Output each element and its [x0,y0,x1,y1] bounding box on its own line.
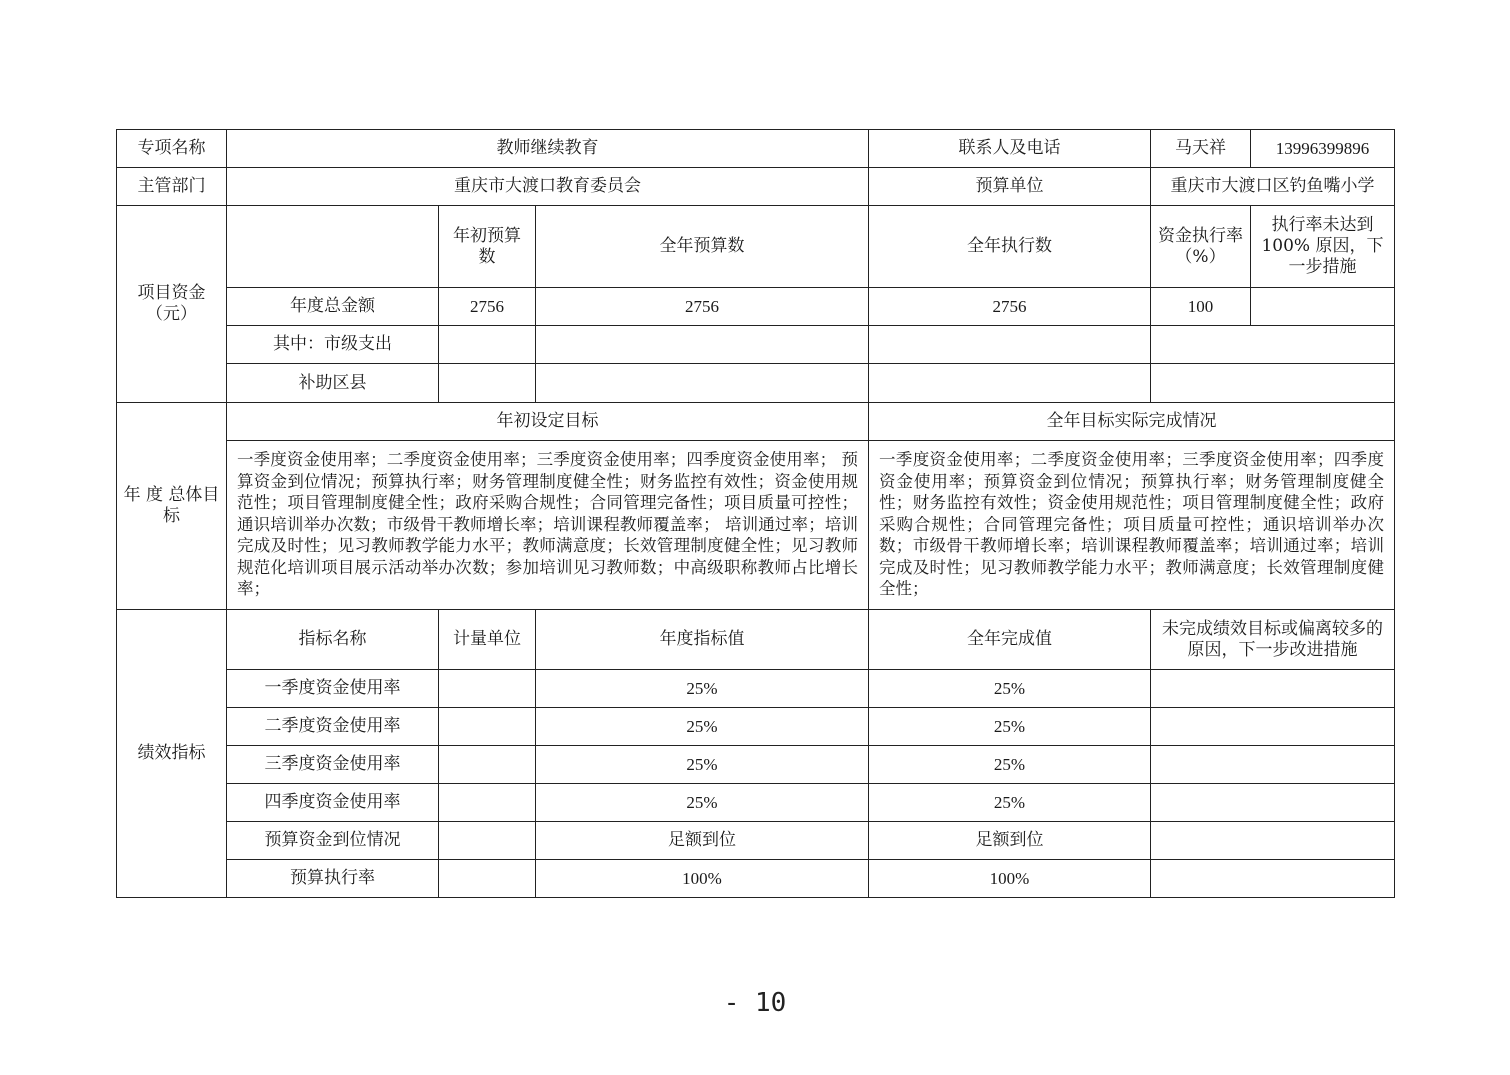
ind-target: 100% [536,860,869,898]
contact-label: 联系人及电话 [869,130,1151,168]
indicator-row [117,860,1395,898]
goals-header-row [117,403,1395,441]
ind-actual: 25% [869,708,1151,746]
ind-actual: 100% [869,860,1151,898]
performance-table [116,129,1395,898]
funds-full-exec [869,326,1151,364]
ind-name: 一季度资金使用率 [227,670,439,708]
funds-header-row [117,206,1395,288]
department-row [117,168,1395,206]
goals-actual-header: 全年目标实际完成情况 [869,403,1395,441]
ind-name: 三季度资金使用率 [227,746,439,784]
ind-unit [439,670,536,708]
funds-reason [1251,288,1395,326]
budget-unit-label: 预算单位 [869,168,1151,206]
ind-reason [1151,708,1395,746]
indicator-row [117,746,1395,784]
funds-row-label: 年度总金额 [227,288,439,326]
funds-row-subsidy [117,364,1395,403]
goals-label: 年 度 总体目标 [117,403,227,610]
indicator-row [117,670,1395,708]
funds-col-rate: 资金执行率（%） [1151,206,1251,288]
ind-name: 四季度资金使用率 [227,784,439,822]
project-name-row [117,130,1395,168]
funds-col-reason: 执行率未达到100% 原因，下一步措施 [1251,206,1395,288]
funds-initial [439,364,536,403]
goals-actual-text: 一季度资金使用率；二季度资金使用率；三季度资金使用率；四季度资金使用率；预算资金到位情况；预算执行率；财务管理制度健全性；财务监控有效性；资金使用规范性；项目管理制度健全性；政府采购合规性；合同管理完备性；项目质量可控性；通识培训举办次数；市级骨干教师增长率；培训课程教师覆盖率；培训通过率；培训完成及时性；见习教师教学能力水平；教师满意度；长效管理制度健全性； [869,441,1395,610]
indicator-row [117,784,1395,822]
ind-col-actual: 全年完成值 [869,610,1151,670]
funds-col-full-exec: 全年执行数 [869,206,1151,288]
budget-unit-value: 重庆市大渡口区钓鱼嘴小学 [1151,168,1395,206]
goals-initial-header: 年初设定目标 [227,403,869,441]
ind-name: 二季度资金使用率 [227,708,439,746]
funds-full-exec [869,364,1151,403]
ind-target: 足额到位 [536,822,869,860]
ind-reason [1151,670,1395,708]
funds-full-budget [536,364,869,403]
funds-full-budget [536,326,869,364]
ind-actual: 足额到位 [869,822,1151,860]
ind-col-unit: 计量单位 [439,610,536,670]
ind-col-reason: 未完成绩效目标或偏离较多的原因，下一步改进措施 [1151,610,1395,670]
ind-reason [1151,822,1395,860]
ind-reason [1151,746,1395,784]
funds-header-blank [227,206,439,288]
funds-col-initial: 年初预算数 [439,206,536,288]
ind-reason [1151,784,1395,822]
ind-name: 预算执行率 [227,860,439,898]
indicators-label: 绩效指标 [117,610,227,898]
goals-text-row [117,441,1395,610]
funds-initial: 2756 [439,288,536,326]
ind-target: 25% [536,746,869,784]
funds-row-total [117,288,1395,326]
funds-rate-reason [1151,364,1395,403]
ind-unit [439,784,536,822]
ind-col-target: 年度指标值 [536,610,869,670]
page-number: - 10 [723,988,787,1018]
funds-row-city [117,326,1395,364]
ind-unit [439,822,536,860]
contact-name: 马天祥 [1151,130,1251,168]
indicator-row [117,822,1395,860]
funds-full-budget: 2756 [536,288,869,326]
ind-unit [439,746,536,784]
goals-initial-text: 一季度资金使用率；二季度资金使用率；三季度资金使用率；四季度资金使用率； 预算资金到位情况；预算执行率；财务管理制度健全性；财务监控有效性；资金使用规范性；项目管理制度健全性；政府采购合规性；合同管理完备性；项目质量可控性；通识培训举办次数；市级骨干教师增长率；培训课程教师覆盖率； 培训通过率；培训完成及时性；见习教师教学能力水平；教师满意度；长效管理制度健全性；见习教师规范化培训项目展示活动举办次数；参加培训见习教师数；中高级职称教师占比增长率； [227,441,869,610]
funds-row-label: 其中：市级支出 [227,326,439,364]
indicators-header-row [117,610,1395,670]
dept-value: 重庆市大渡口教育委员会 [227,168,869,206]
project-name-value: 教师继续教育 [227,130,869,168]
funds-col-full-budget: 全年预算数 [536,206,869,288]
ind-reason [1151,860,1395,898]
ind-actual: 25% [869,670,1151,708]
ind-col-name: 指标名称 [227,610,439,670]
indicator-row [117,708,1395,746]
ind-actual: 25% [869,784,1151,822]
contact-phone: 13996399896 [1251,130,1395,168]
funds-initial [439,326,536,364]
funds-rate: 100 [1151,288,1251,326]
funds-full-exec: 2756 [869,288,1151,326]
ind-actual: 25% [869,746,1151,784]
ind-target: 25% [536,670,869,708]
funds-label: 项目资金（元） [117,206,227,403]
funds-rate-reason [1151,326,1395,364]
ind-unit [439,708,536,746]
ind-name: 预算资金到位情况 [227,822,439,860]
ind-unit [439,860,536,898]
project-name-label: 专项名称 [117,130,227,168]
dept-label: 主管部门 [117,168,227,206]
ind-target: 25% [536,708,869,746]
ind-target: 25% [536,784,869,822]
funds-row-label: 补助区县 [227,364,439,403]
